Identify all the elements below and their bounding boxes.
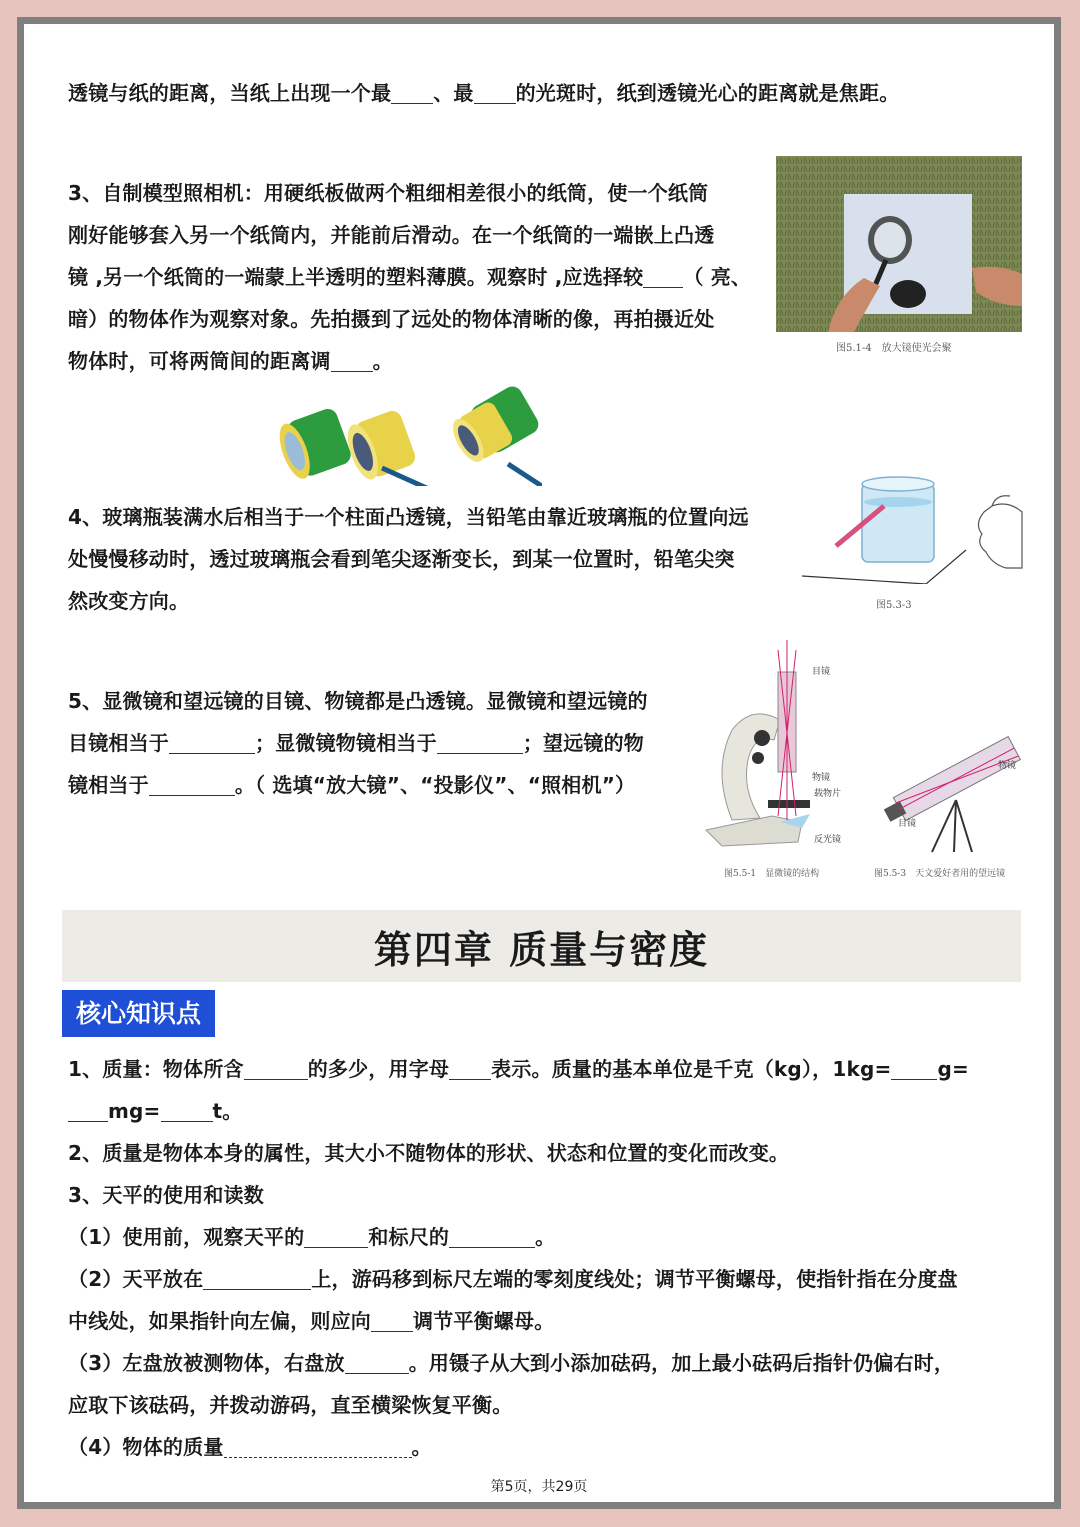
telescope-objective-label: 物镜 <box>998 761 1017 771</box>
stage-label: 载物片 <box>814 789 842 799</box>
balance-step1 <box>68 1216 555 1258</box>
answer-blank[interactable] <box>169 732 255 754</box>
figure-caption: 图5.5-3 天文爱好者用的望远镜 <box>874 869 1006 879</box>
mass-item1-line2 <box>68 1090 242 1132</box>
answer-blank[interactable] <box>304 1226 368 1248</box>
balance-step4 <box>68 1426 432 1468</box>
answer-blank[interactable] <box>203 1268 311 1290</box>
text: 。 <box>372 349 393 373</box>
figure-caption: 图5.3-3 <box>876 600 912 611</box>
microscope-telescope-figure <box>702 630 1032 860</box>
answer-blank[interactable] <box>449 1058 491 1080</box>
page-frame <box>17 17 1061 1509</box>
text: 表示。质量的基本单位是千克（kg），1kg= <box>491 1057 892 1081</box>
answer-blank[interactable] <box>391 82 433 104</box>
text: （4）物体的质量 <box>68 1435 224 1459</box>
answer-blank[interactable] <box>68 1100 108 1122</box>
answer-blank[interactable] <box>244 1058 308 1080</box>
answer-blank[interactable] <box>161 1100 213 1122</box>
answer-blank[interactable] <box>224 1436 412 1458</box>
text: 。用镊子从大到小添加砝码，加上最小砝码后指针仍偏右时， <box>408 1351 955 1375</box>
item4-line3: 然改变方向。 <box>68 589 190 613</box>
balance-step3-line2: 应取下该砝码，并拨动游码，直至横梁恢复平衡。 <box>68 1393 513 1417</box>
text: 中线处，如果指针向左偏，则应向 <box>68 1309 371 1333</box>
figure-caption: 图5.5-1 显微镜的结构 <box>724 869 820 879</box>
focal-length-line <box>68 72 899 114</box>
answer-blank[interactable] <box>437 732 523 754</box>
text: 和标尺的 <box>368 1225 450 1249</box>
eyepiece-label: 目镜 <box>812 667 831 677</box>
mass-item1-line1 <box>68 1048 969 1090</box>
answer-blank[interactable] <box>474 82 516 104</box>
text: 。 <box>411 1435 432 1459</box>
answer-blank[interactable] <box>149 774 235 796</box>
item5-line1: 5、显微镜和望远镜的目镜、物镜都是凸透镜。显微镜和望远镜的 <box>68 689 648 713</box>
balance-step2-line1 <box>68 1258 958 1300</box>
document-page <box>24 24 1054 1502</box>
magnifier-photo <box>776 156 1022 332</box>
item3-line3 <box>68 256 751 298</box>
glass-jar-pencil-figure <box>796 472 1026 584</box>
core-knowledge-badge: 核心知识点 <box>62 990 215 1037</box>
text: 镜 ,另一个纸筒的一端蒙上半透明的塑料薄膜。观察时 ,应选择较 <box>68 265 644 289</box>
text: 透镜与纸的距离，当纸上出现一个最 <box>68 81 392 105</box>
text: g= <box>937 1057 969 1081</box>
text: 1、质量：物体所含 <box>68 1057 244 1081</box>
text: 。（ 选填“放大镜”、“投影仪”、“照相机”） <box>234 773 636 797</box>
balance-step3-line1 <box>68 1342 954 1384</box>
figure-caption: 图5.1-4 放大镜使光会聚 <box>836 343 952 354</box>
answer-blank[interactable] <box>371 1310 413 1332</box>
answer-blank[interactable] <box>345 1352 409 1374</box>
text: 物体时，可将两筒间的距离调 <box>68 349 331 373</box>
balance-step2-line2 <box>68 1300 554 1342</box>
telescope-eyepiece-label: 目镜 <box>898 819 917 829</box>
text: 。 <box>535 1225 556 1249</box>
text: 调节平衡螺母。 <box>413 1309 555 1333</box>
text: （3）左盘放被测物体，右盘放 <box>68 1351 345 1375</box>
item5-line3 <box>68 764 635 806</box>
text: t。 <box>212 1099 243 1123</box>
text: 目镜相当于 <box>68 731 169 755</box>
text: 的光斑时，纸到透镜光心的距离就是焦距。 <box>515 81 900 105</box>
answer-blank[interactable] <box>449 1226 535 1248</box>
text: （1）使用前，观察天平的 <box>68 1225 305 1249</box>
mass-item3: 3、天平的使用和读数 <box>68 1183 264 1207</box>
chapter-title: 第四章 质量与密度 <box>62 910 1021 982</box>
page-number: 第5页，共29页 <box>490 1479 588 1495</box>
text: ；望远镜的物 <box>522 731 645 755</box>
mirror-label: 反光镜 <box>814 835 842 845</box>
text: ；显微镜物镜相当于 <box>255 731 437 755</box>
text: mg= <box>108 1099 161 1123</box>
item5-line2 <box>68 722 644 764</box>
answer-blank[interactable] <box>643 266 683 288</box>
item4-line1: 4、玻璃瓶装满水后相当于一个柱面凸透镜，当铅笔由靠近玻璃瓶的位置向远 <box>68 505 749 529</box>
item3-line4: 暗）的物体作为观察对象。先拍摄到了远处的物体清晰的像，再拍摄近处 <box>68 307 715 331</box>
item3-line1: 3、自制模型照相机：用硬纸板做两个粗细相差很小的纸筒，使一个纸筒 <box>68 181 709 205</box>
answer-blank[interactable] <box>331 350 373 372</box>
text: （ 亮、 <box>683 265 752 289</box>
paper-tube-camera-illustration <box>272 376 542 486</box>
answer-blank[interactable] <box>891 1058 937 1080</box>
text: 的多少，用字母 <box>307 1057 450 1081</box>
text: （2）天平放在 <box>68 1267 204 1291</box>
text: 镜相当于 <box>68 773 149 797</box>
item4-line2: 处慢慢移动时，透过玻璃瓶会看到笔尖逐渐变长，到某一位置时，铅笔尖突 <box>68 547 735 571</box>
item3-line2: 刚好能够套入另一个纸筒内，并能前后滑动。在一个纸筒的一端嵌上凸透 <box>68 223 715 247</box>
text: 上，游码移到标尺左端的零刻度线处；调节平衡螺母，使指针指在分度盘 <box>311 1267 958 1291</box>
text: 、最 <box>433 81 474 105</box>
objective-label: 物镜 <box>812 773 831 783</box>
mass-item2: 2、质量是物体本身的属性，其大小不随物体的形状、状态和位置的变化而改变。 <box>68 1141 790 1165</box>
